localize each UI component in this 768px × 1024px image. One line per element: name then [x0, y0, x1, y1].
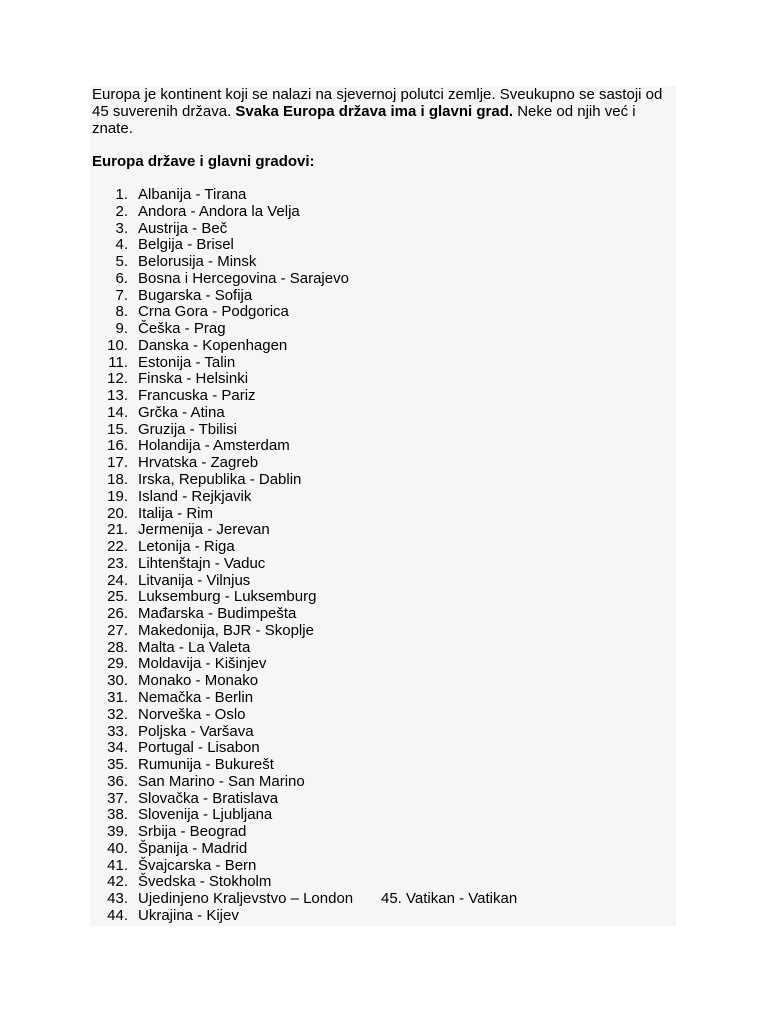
list-item-number: 34. — [107, 739, 128, 757]
list-item-number: 41. — [107, 856, 128, 874]
list-item-text: San Marino - San Marino — [138, 772, 305, 790]
intro-bold-sentence: Svaka Europa država ima i glavni grad. — [235, 103, 514, 120]
list-item-text: Makedonija, BJR - Skoplje — [138, 621, 314, 639]
section-heading: Europa države i glavni gradovi: — [92, 153, 315, 170]
list-item-text: Poljska - Varšava — [138, 722, 254, 740]
list-item-number: 6. — [115, 269, 128, 287]
list-item-text: Moldavija - Kišinjev — [138, 655, 267, 673]
list-item-number: 38. — [107, 806, 128, 824]
list-item-number: 3. — [115, 219, 128, 237]
list-item-text: Holandija - Amsterdam — [138, 437, 290, 455]
list-item-number: 32. — [107, 705, 128, 723]
list-item-text: Crna Gora - Podgorica — [138, 303, 289, 321]
list-item-number: 43. — [107, 890, 128, 908]
list-item-number: 16. — [107, 437, 128, 455]
list-item-number: 9. — [115, 320, 128, 338]
list-item-text: Gruzija - Tbilisi — [138, 420, 237, 438]
list-item-number: 12. — [107, 370, 128, 388]
list-item-number: 22. — [107, 538, 128, 556]
list-item-text: Grčka - Atina — [138, 403, 225, 421]
list-item-text: Malta - La Valeta — [138, 638, 251, 656]
list-item-text: Letonija - Riga — [138, 538, 235, 556]
list-item-text: Luksemburg - Luksemburg — [138, 588, 317, 606]
list-item-number: 8. — [115, 303, 128, 321]
list-item-number: 24. — [107, 571, 128, 589]
list-item-text: Češka - Prag — [138, 320, 226, 338]
list-item-text: Mađarska - Budimpešta — [138, 605, 297, 623]
list-item-number: 30. — [107, 672, 128, 690]
list-item-number: 37. — [107, 789, 128, 807]
list-item-number: 7. — [115, 286, 128, 304]
list-item-number: 23. — [107, 554, 128, 572]
list-item-number: 26. — [107, 605, 128, 623]
intro-text-before: Europa je kontinent koji se nalazi na sjevernoj polutci zemlje. Sveukupno se sastoji od 45 suverenih država. — [92, 86, 663, 120]
list-item-text: Portugal - Lisabon — [138, 739, 260, 757]
list-item-number: 18. — [107, 471, 128, 489]
list-item-text: Slovačka - Bratislava — [138, 789, 279, 807]
list-item-number: 36. — [107, 772, 128, 790]
list-item-text: Finska - Helsinki — [138, 370, 249, 388]
list-item-number: 2. — [115, 202, 128, 220]
trailing-list-item: 45. Vatikan - Vatikan — [381, 890, 518, 908]
list-item-text: Ukrajina - Kijev — [138, 906, 239, 924]
list-item-number: 25. — [107, 588, 128, 606]
list-item-text: Švedska - Stokholm — [138, 873, 272, 891]
list-item-text: Nemačka - Berlin — [138, 688, 254, 706]
list-item-number: 42. — [107, 873, 128, 891]
list-item-text: Belorusija - Minsk — [138, 253, 257, 271]
list-item-number: 15. — [107, 420, 128, 438]
intro-paragraph — [92, 86, 678, 137]
list-item-number: 29. — [107, 655, 128, 673]
list-item-text: Hrvatska - Zagreb — [138, 454, 259, 472]
list-item-text: Rumunija - Bukurešt — [138, 756, 274, 774]
list-item-number: 10. — [107, 336, 128, 354]
list-item-text: Litvanija - Vilnjus — [138, 571, 251, 589]
list-item-text: Albanija - Tirana — [138, 186, 247, 203]
list-item-text: Švajcarska - Bern — [138, 856, 257, 874]
intro-text-after: Neke od njih već i znate. — [92, 103, 636, 137]
list-item-text: Monako - Monako — [138, 672, 259, 690]
list-item-number: 40. — [107, 839, 128, 857]
list-item-text: Španija - Madrid — [138, 839, 248, 857]
list-item-number: 33. — [107, 722, 128, 740]
list-item-number: 5. — [115, 253, 128, 271]
list-item-number: 28. — [107, 638, 128, 656]
list-item-number: 39. — [107, 823, 128, 841]
list-item-number: 27. — [107, 621, 128, 639]
list-item-number: 4. — [115, 236, 128, 254]
list-item-number: 19. — [107, 487, 128, 505]
list-item-text: Slovenija - Ljubljana — [138, 806, 273, 824]
list-item-text: Estonija - Talin — [138, 353, 236, 371]
list-item-number: 11. — [108, 353, 128, 371]
list-item-number: 14. — [107, 403, 128, 421]
list-item-text: Srbija - Beograd — [138, 823, 247, 841]
list-item-number: 13. — [107, 387, 128, 405]
list-item-text: Lihtenštajn - Vaduc — [138, 554, 266, 572]
list-item-text: Austrija - Beč — [138, 219, 228, 237]
list-item-text: Danska - Kopenhagen — [138, 336, 288, 354]
list-item-number: 1. — [115, 186, 128, 203]
list-item-text: Belgija - Brisel — [138, 236, 234, 254]
list-item-number: 17. — [107, 454, 128, 472]
list-item-text: Irska, Republika - Dablin — [138, 471, 302, 489]
list-item-number: 20. — [107, 504, 128, 522]
list-item-text: Jermenija - Jerevan — [138, 521, 270, 539]
list-item-text: Ujedinjeno Kraljevstvo – London — [138, 890, 354, 908]
list-item-number: 44. — [107, 906, 128, 924]
list-item-number: 31. — [107, 688, 128, 706]
list-item-text: Island - Rejkjavik — [138, 487, 252, 505]
list-item-text: Italija - Rim — [138, 504, 214, 522]
list-item-text: Francuska - Pariz — [138, 387, 256, 405]
list-item-text: Bugarska - Sofija — [138, 286, 253, 304]
list-item-number: 35. — [107, 756, 128, 774]
list-item-text: Bosna i Hercegovina - Sarajevo — [138, 269, 349, 287]
list-item-number: 21. — [107, 521, 128, 539]
list-item-text: Andora - Andora la Velja — [138, 202, 300, 220]
list-item-text: Norveška - Oslo — [138, 705, 246, 723]
